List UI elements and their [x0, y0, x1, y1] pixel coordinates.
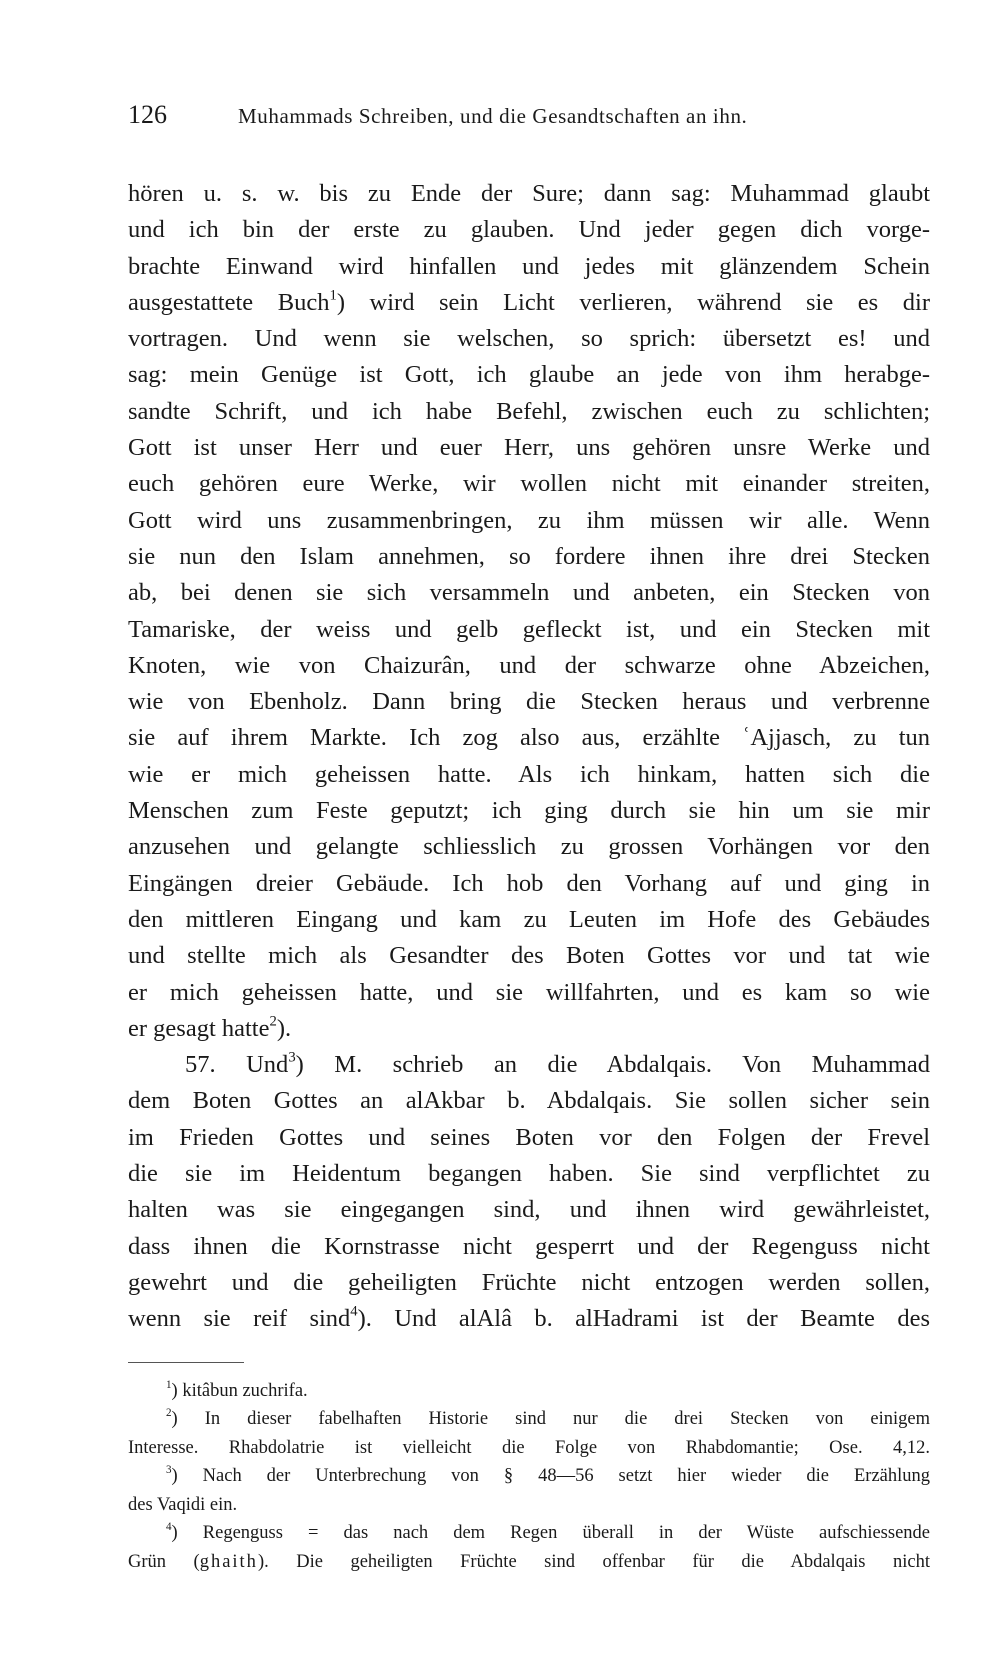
page-number: 126 — [128, 100, 167, 129]
text-segment: ). Und alAlâ b. alHadrami ist der Beamte des — [357, 1305, 930, 1333]
text-line: brachte Einwand wird hinfallen und jedes mit glänzendem Schein — [128, 252, 930, 280]
main-text — [128, 176, 930, 1338]
footnote-marker: 3 — [166, 1464, 172, 1477]
footnote-3 — [128, 1462, 930, 1491]
footnote-ref: 4 — [350, 1303, 358, 1320]
text-line — [128, 1301, 930, 1337]
text-line: Eingängen dreier Gebäude. Ich hob den Vorhang auf und ging in — [128, 869, 930, 897]
text-line: sandte Schrift, und ich habe Befehl, zwischen euch zu schlichten; — [128, 397, 930, 425]
footnote-1 — [128, 1377, 930, 1406]
text-line: die sie im Heidentum begangen haben. Sie sind verpflichtet zu — [128, 1160, 930, 1188]
text-line: wie von Ebenholz. Dann bring die Stecken heraus und verbrenne — [128, 688, 930, 716]
text-line — [128, 1047, 930, 1083]
text-line: Gott ist unser Herr und euer Herr, uns gehören unsre Werke und — [128, 434, 930, 462]
text-line: Gott wird uns zusammenbringen, zu ihm müssen wir alle. Wenn — [128, 506, 930, 534]
text-line: ab, bei denen sie sich versammeln und anbeten, ein Stecken von — [128, 579, 930, 607]
text-line: Menschen zum Feste geputzt; ich ging durch sie hin um sie mir — [128, 797, 930, 825]
footnote-4 — [128, 1519, 930, 1548]
text-line: sag: mein Genüge ist Gott, ich glaube an jede von ihm herabge- — [128, 361, 930, 389]
footnote-text: Grün ( — [128, 1552, 200, 1573]
footnote-4-cont — [128, 1548, 930, 1577]
text-line — [128, 285, 930, 321]
footnote-text: ) In dieser fabelhaften Historie sind nur die drei Stecken von einigem — [171, 1409, 930, 1430]
footnote-text: ) Nach der Unterbrechung von § 48—56 setzt hier wieder die Erzählung — [171, 1466, 930, 1487]
footnote-2-cont: Interesse. Rhabdolatrie ist vielleicht die Folge von Rhabdomantie; Ose. 4,12. — [128, 1437, 930, 1458]
text-segment: ). — [276, 1014, 292, 1042]
text-line: wie er mich geheissen hatte. Als ich hinkam, hatten sich die — [128, 760, 930, 788]
text-line: sie nun den Islam annehmen, so fordere ihnen ihre drei Stecken — [128, 542, 930, 570]
text-line: sie auf ihrem Markte. Ich zog also aus, erzählte ʿAjjasch, zu tun — [128, 724, 930, 752]
page-header — [128, 100, 930, 140]
text-line: und stellte mich als Gesandter des Boten Gottes vor und tat wie — [128, 942, 930, 970]
text-line: gewehrt und die geheiligten Früchte nicht entzogen werden sollen, — [128, 1268, 930, 1296]
text-line — [128, 1011, 930, 1047]
text-line: er mich geheissen hatte, und sie willfahrten, und es kam so wie — [128, 978, 930, 1006]
text-line: anzusehen und gelangte schliesslich zu grossen Vorhängen vor den — [128, 833, 930, 861]
footnote-marker: 1 — [166, 1378, 172, 1391]
text-segment: ausgestattete Buch — [128, 288, 330, 316]
footnote-emphasis: ghaith — [199, 1552, 258, 1573]
text-line: und ich bin der erste zu glauben. Und jeder gegen dich vorge- — [128, 216, 930, 244]
text-segment: ) wird sein Licht verlieren, während sie es dir — [336, 288, 931, 316]
text-line: vortragen. Und wenn sie welschen, so sprich: übersetzt es! und — [128, 325, 930, 353]
footnote-marker: 4 — [166, 1521, 172, 1534]
text-segment: er gesagt hatte — [128, 1014, 270, 1042]
text-segment: 57. Und — [185, 1051, 289, 1079]
footnote-3-cont: des Vaqidi ein. — [128, 1494, 238, 1515]
footnote-ref: 2 — [269, 1013, 277, 1030]
footnote-ref: 3 — [288, 1049, 296, 1066]
text-segment: ) M. schrieb an die Abdalqais. Von Muhammad — [295, 1051, 930, 1079]
footnote-text: ). Die geheiligten Früchte sind offenbar für die Abdalqais nicht — [257, 1552, 930, 1573]
running-head: Muhammads Schreiben, und die Gesandtschaften an ihn. — [238, 104, 748, 128]
text-line: hören u. s. w. bis zu Ende der Sure; dann sag: Muhammad glaubt — [128, 180, 930, 207]
footnote-text: ) Regenguss = das nach dem Regen überall in der Wüste aufschiessende — [171, 1523, 930, 1544]
footnote-text: ) kitâbun zuchrifa. — [171, 1380, 308, 1401]
footnote-ref: 1 — [329, 287, 337, 304]
footnote-marker: 2 — [166, 1407, 172, 1420]
text-line: im Frieden Gottes und seines Boten vor den Folgen der Frevel — [128, 1123, 930, 1151]
book-page — [128, 100, 930, 1577]
text-line: Knoten, wie von Chaizurân, und der schwarze ohne Abzeichen, — [128, 651, 930, 679]
footnotes — [128, 1377, 930, 1577]
text-segment: wenn sie reif sind — [128, 1305, 351, 1333]
footnote-2 — [128, 1405, 930, 1434]
text-line: Tamariske, der weiss und gelb gefleckt ist, und ein Stecken mit — [128, 615, 930, 643]
text-line: halten was sie eingegangen sind, und ihnen wird gewährleistet, — [128, 1196, 930, 1224]
text-line: dem Boten Gottes an alAkbar b. Abdalqais. Sie sollen sicher sein — [128, 1087, 930, 1115]
text-line: den mittleren Eingang und kam zu Leuten im Hofe des Gebäudes — [128, 905, 930, 933]
footnote-divider — [128, 1362, 244, 1363]
text-line: dass ihnen die Kornstrasse nicht gesperrt und der Regenguss nicht — [128, 1232, 930, 1260]
text-line: euch gehören eure Werke, wir wollen nicht mit einander streiten, — [128, 470, 930, 498]
